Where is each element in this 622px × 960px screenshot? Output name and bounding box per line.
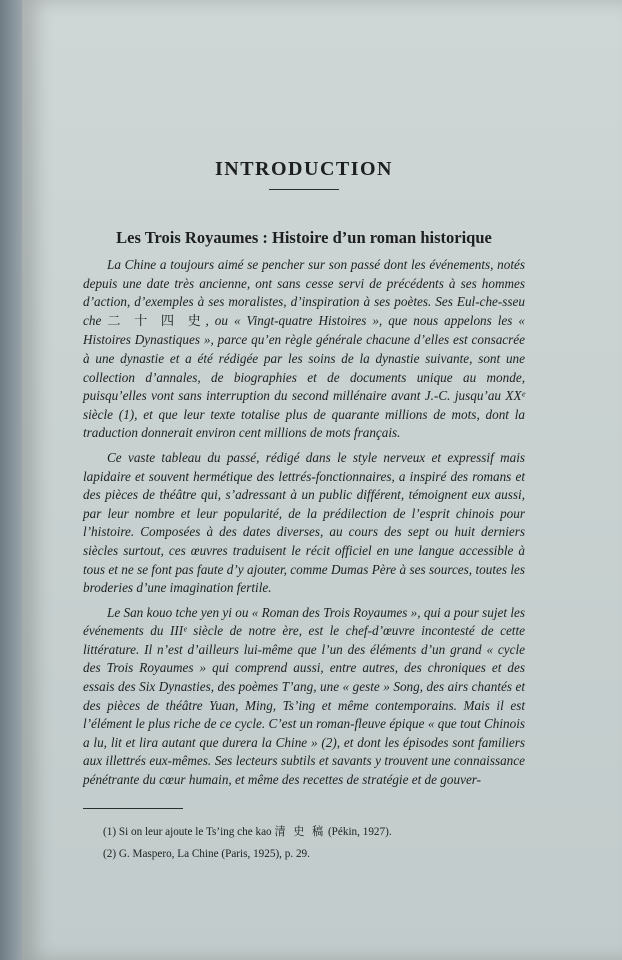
- page-text: [83, 158, 525, 865]
- footnote-2: [83, 843, 525, 865]
- book-spine-edge: [0, 0, 22, 960]
- footnote-chinese-characters: 清 史 稿: [274, 824, 326, 838]
- footnote-rule: [83, 808, 183, 809]
- paragraph-2-text: Ce vaste tableau du passé, rédigé dans le style nerveux et expressif mais lapidaire et souvent hermétique des lettrés-fonctionnaires, a inspiré des romans et des pièces de théâtre qui, s’adressant à un public différent, témoignent eux aussi, par leur nombre et leur popularité, de la prédilection de l’esprit chinois pour l’histoire. Composées à des dates diverses, au cours des sept ou huit derniers siècles surtout, ces œuvres traduisent le récit officiel en une langue accessible à tous et ne se font pas faute d’y ajouter, comme Dumas Père à ses sources, toutes les broderies d’une imagination fertile.: [83, 449, 525, 596]
- paragraph-2: [83, 449, 525, 598]
- paragraph-3: [83, 604, 525, 790]
- paragraph-1-text-a: La Chine a toujours aimé se pencher sur son passé dont les événements, notés depuis une date très ancienne, ont sans cesse servi de précédents à ses hommes d’action, d’exemples à ses moralistes, d’inspiration à ses poètes. Ses Eul-che-sseu che: [83, 257, 525, 328]
- heading-underline: [269, 189, 339, 190]
- section-subtitle: Les Trois Royaumes : Histoire d’un roman historique: [116, 228, 492, 247]
- footnote-1-text-a: (1) Si on leur ajoute le Ts’ing che kao: [103, 825, 275, 838]
- paragraph-1-text-b: , ou « Vingt-quatre Histoires », que nous appelons les « Histoires Dynastiques », parce qu’en règle générale chacune d’elles est consacrée à une dynastie et a été rédigée par les soins de la dynastie suivante, sont une collection d’annales, de biographies et de documents unique au monde, puisqu’elles vont sans interruption du second millénaire avant J.-C. jusqu’au XXᵉ siècle (1), et que leur texte totalise plus de quarante millions de mots, dont la traduction donnerait environ cent millions de mots français.: [83, 312, 525, 441]
- book-page: [22, 0, 622, 960]
- footnote-2-text: (2) G. Maspero, La Chine (Paris, 1925), p. 29.: [103, 847, 310, 860]
- footnote-1: [83, 821, 525, 843]
- chapter-heading: INTRODUCTION: [214, 158, 394, 180]
- paragraph-3-text: Le San kouo tche yen yi ou « Roman des Trois Royaumes », qui a pour sujet les événements du IIIᵉ siècle de notre ère, est le chef-d’œuvre incontesté de cette littérature. Il n’est d’ailleurs lui-même que l’un des éléments d’un grand « cycle des Trois Royaumes » qui comprend aussi, entre autres, des chroniques et des essais des Six Dynasties, des poèmes T’ang, une « geste » Song, des airs chantés et des pièces de théâtre Yuan, Ming, Ts’ing et même contemporains. Mais il est l’élément le plus riche de ce cycle. C’est un roman-fleuve épique « que tout Chinois a lu, lit et lira autant que durera la Chine » (2), et dont les épisodes sont familiers aux illettrés eux-mêmes. Ses lecteurs subtils et savants y trouvent une connaissance pénétrante du cœur humain, et même des recettes de stratégie et de gouver-: [83, 604, 525, 788]
- paragraph-1: [83, 256, 525, 443]
- footnote-1-text-b: (Pékin, 1927).: [325, 825, 392, 838]
- chinese-characters: 二 十 四 史: [107, 313, 206, 329]
